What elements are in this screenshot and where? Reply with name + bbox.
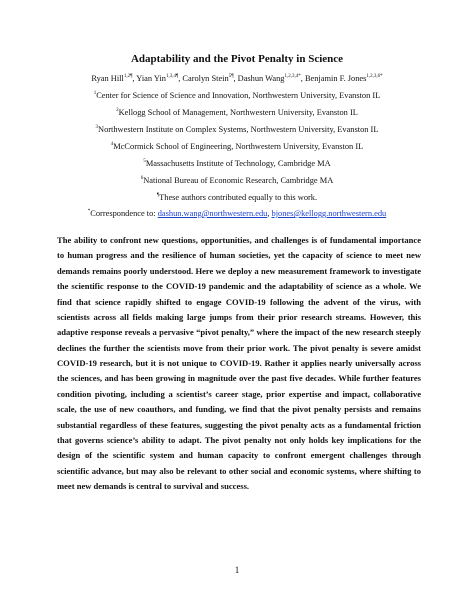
author: Yian Yin$^{1,3,4\P}$, [136, 74, 183, 83]
affiliation: $^1$Center for Science of Science and Innovation, Northwestern University, Evanston IL [93, 91, 381, 100]
affiliation: $^3$Northwestern Institute on Complex Systems, Northwestern University, Evanston IL [95, 125, 379, 134]
author: Carolyn Stein$^{5\P}$, [182, 74, 238, 83]
author: Ryan Hill$^{1,2\P}$, [91, 74, 137, 83]
equal-contribution-note: ¶These authors contributed equally to this work. [156, 193, 318, 202]
author: Benjamin F. Jones$^{1,2,3,6*}$ [304, 74, 383, 83]
author: Dashun Wang$^{1,2,3,4*}$, [237, 74, 305, 83]
correspondence: *Correspondence to: dashun.wang@northwestern.edu, bjones@kellogg.northwestern.edu [87, 209, 387, 218]
affiliation: $^5$Massachusetts Institute of Technology, Cambridge MA [143, 159, 331, 168]
affiliation: $^6$National Bureau of Economic Research, Cambridge MA [140, 176, 334, 185]
email-link-wang[interactable]: dashun.wang@northwestern.edu [157, 209, 268, 218]
affiliation: $^2$Kellogg School of Management, Northwestern University, Evanston IL [116, 108, 358, 117]
affiliation: $^4$McCormick School of Engineering, Northwestern University, Evanston IL [110, 142, 364, 151]
page-number: 1 [234, 565, 240, 575]
abstract: The ability to confront new questions, opportunities, and challenges is of fundamental importance to human progress and the resilience of human societies, yet the capacity of science to meet new demands remains poorly understood. Here we deploy a new measurement framework to investigate the scientific response to the COVID-19 pandemic and the adaptability of science as a whole. We find that science rapidly shifted to engage COVID-19 following the advent of the virus, with scientists across all fields making large jumps from their prior research streams. However, this adaptive response reveals a pervasive “pivot penalty,” where the impact of the new research steeply declines the further the scientists move from their prior work. The pivot penalty is severe amidst COVID-19 research, but it is not unique to COVID-19. Rather it applies nearly universally across the sciences, and has been growing in magnitude over the past five decades. While further features condition pivoting, including a scientist’s career stage, prior expertise and impact, collaborative scale, the use of new coauthors, and funding, we find that the pivot penalty persists and remains substantial regardless of these features, suggesting the pivot penalty acts as a fundamental friction that governs science’s ability to adapt. The pivot penalty not only holds key implications for the design of the scientific system and human capacity to confront emergent challenges through scientific advance, but may also be relevant to other social and economic systems, where shifting to meet new demands is central to survival and success. [57, 235, 421, 491]
email-link-jones[interactable]: bjones@kellogg.northwestern.edu [271, 209, 387, 218]
author-list [0, 73, 474, 84]
paper-title: Adaptability and the Pivot Penalty in Science [130, 53, 344, 65]
